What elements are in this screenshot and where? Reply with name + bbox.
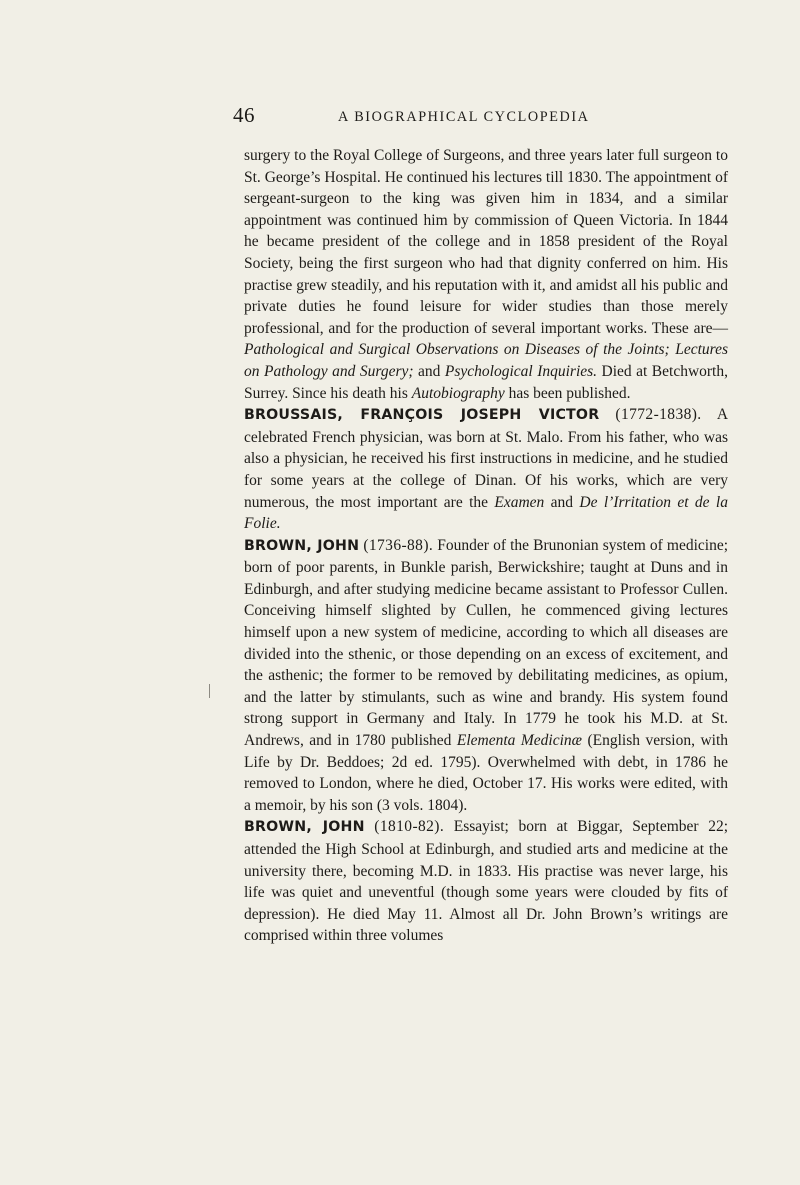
entry-dates: (1810-82). <box>374 818 445 836</box>
work-title: Examen <box>494 493 545 511</box>
continuation-text: and <box>413 362 445 380</box>
entry-dates: (1736-88). <box>363 536 434 554</box>
entry-headword: BROWN, JOHN <box>244 819 365 836</box>
entry-continuation <box>244 145 728 404</box>
entry-brown-john-1810 <box>244 816 728 947</box>
work-title: Pathological and Surgical Observations on Diseases of the Joints; <box>244 341 670 359</box>
entry-headword: BROWN, JOHN <box>244 537 360 554</box>
entry-headword: BROUSSAIS, FRANÇOIS JOSEPH VICTOR <box>244 407 600 424</box>
running-title: A BIOGRAPHICAL CYCLOPEDIA <box>338 109 590 125</box>
entry-broussais <box>244 404 728 535</box>
continuation-text: has been published. <box>504 384 631 402</box>
entry-text: Founder of the Brunonian system of medicine; born of poor parents, in Bunkle parish, Berwickshire; taught at Duns and in Edinburgh, and after studying medicine became assistant to Professor Cullen. Conceiving himself slighted by Cullen, he commenced giving lectures himself upon a new system of medicine, according to which all diseases are divided into the sthenic, or those depending on an excess of excitement, and the asthenic; the former to be removed by debilitating medicines, as opium, and the latter by stimulants, such as wine and brandy. His system found strong support in Germany and Italy. In 1779 he took his M.D. at St. Andrews, and in 1780 published <box>244 536 729 750</box>
entry-text: (English version, with Life by Dr. Beddoes; 2d ed. 1795). Overwhelmed with debt, in 1786 he removed to London, where he died, October 17. His works were edited, with a memoir, by his son (3 vols. 1804). <box>244 732 729 814</box>
body-text <box>244 145 728 947</box>
continuation-text: Died at Betchworth, Surrey. Since his death his <box>244 362 728 402</box>
page-header <box>233 103 793 133</box>
entry-text: Essayist; born at Biggar, September 22; attended the High School at Edinburgh, and studied arts and medicine at the university there, becoming M.D. in 1833. His practise was never large, his life was quiet and uneventful (though some years were clouded by fits of depression). He died May 11. Almost all Dr. John Brown’s writings are comprised within three volumes <box>244 818 728 945</box>
work-title: Elementa Medicinæ <box>456 732 583 750</box>
entry-text: and <box>544 493 580 511</box>
work-title: De l’Irritation et de la Folie. <box>244 493 728 533</box>
entry-dates: (1772-1838). <box>615 406 702 424</box>
work-title: Autobiography <box>411 384 505 402</box>
work-title: Psychological Inquiries. <box>444 362 598 380</box>
work-title: Lectures on Pathology and Surgery; <box>244 341 729 380</box>
entry-brown-john-1736 <box>244 535 728 817</box>
page-number: 46 <box>233 103 255 127</box>
margin-mark <box>209 684 210 698</box>
continuation-text: surgery to the Royal College of Surgeons, and three years later full surgeon to St. George’s Hospital. He continued his lectures till 1830. The appointment of sergeant-surgeon to the king was given him in 1834, and a similar appointment was continued him by commission of Queen Victoria. In 1844 he became president of the college and in 1858 president of the Royal Society, being the first surgeon who had that dignity conferred on him. His practise grew steadily, and his reputation with it, and amidst all his public and private duties he found leisure for wider studies than those merely professional, and for the production of several important works. These are— <box>244 147 728 337</box>
entry-text: A celebrated French physician, was born at St. Malo. From his father, who was also a physician, he received his first instructions in medicine, and he studied for some years at the college of Dinan. Of his works, which are very numerous, the most important are the <box>244 406 729 511</box>
